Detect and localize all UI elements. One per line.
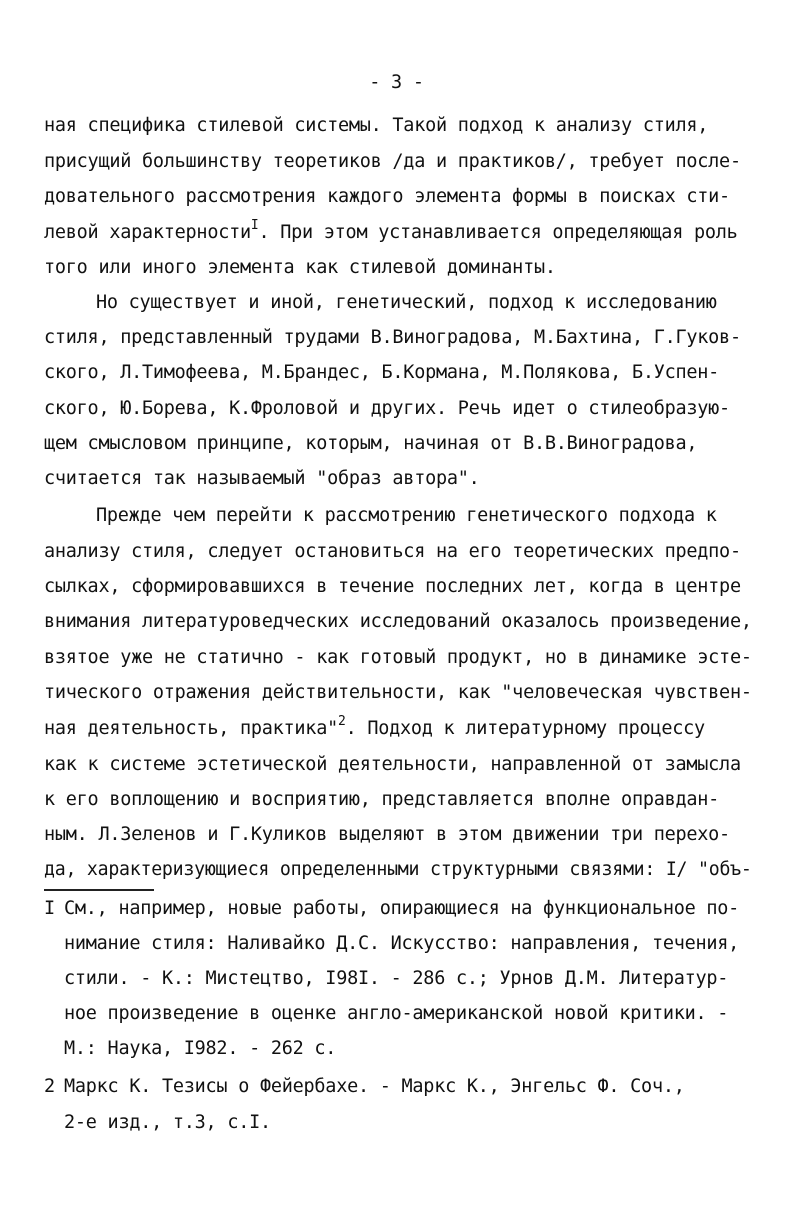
footnote-ref-1: I: [250, 218, 259, 233]
text-line: [44, 611, 752, 633]
text-run: тического отражения действительности, как "человеческая чувствен-: [44, 682, 752, 703]
text-line: [96, 292, 717, 314]
text-run: ского, Л.Тимофеева, М.Брандес, Б.Кормана, М.Полякова, Б.Успен-: [44, 362, 720, 383]
text-line: [44, 433, 697, 455]
footnote-line: Маркс К. Тезисы о Фейербахе. - Маркс К., Энгельс Ф. Соч.,: [64, 1076, 685, 1097]
text-line: [96, 505, 717, 527]
text-line: [44, 327, 741, 349]
text-line: [44, 151, 741, 173]
text-run: сылках, сформировавшихся в течение последних лет, когда в центре: [44, 576, 741, 597]
footnote-number: 2: [44, 1076, 56, 1097]
text-run: того или иного элемента как стилевой доминанты.: [44, 257, 556, 278]
text-line: [44, 682, 752, 704]
text-line: [44, 541, 741, 563]
text-run: внимания литературоведческих исследований оказалось произведение,: [44, 611, 752, 632]
text-line: [44, 576, 741, 598]
text-line: [44, 647, 752, 669]
footnote-line: стили. - К.: Мистецтво, I98I. - 286 с.; Урнов Д.М. Литератур-: [64, 968, 729, 989]
footnote-line: ное произведение в оценке англо-американской новой критики. -: [64, 1003, 729, 1024]
text-run: ным. Л.Зеленов и Г.Куликов выделяют в этом движении три перехо-: [44, 824, 730, 845]
text-line: [44, 859, 752, 881]
text-line: [44, 714, 705, 740]
page-number: - 3 -: [369, 72, 424, 93]
text-line: [44, 257, 556, 279]
text-run: присущий большинству теоретиков /да и практиков/, требует после-: [44, 151, 741, 172]
footnote-line: 2-е изд., т.3, с.I.: [64, 1112, 271, 1133]
text-line: [44, 362, 719, 384]
footnote-line: См., например, новые работы, опирающиеся на функциональное по-: [64, 898, 740, 919]
text-run: левой характерности: [44, 222, 251, 243]
text-run: Прежде чем перейти к рассмотрению генетического подхода к: [96, 505, 717, 526]
text-run: довательного рассмотрения каждого элемента формы в поисках сти-: [44, 186, 730, 207]
text-run: . При этом устанавливается определяющая роль: [258, 222, 738, 243]
footnote-ref-2: 2: [337, 714, 346, 729]
footnote-number: I: [44, 898, 56, 919]
text-line: [44, 789, 719, 811]
text-line: [44, 754, 741, 776]
text-line: [44, 186, 730, 208]
text-run: Но существует и иной, генетический, подход к исследованию: [96, 292, 717, 313]
text-line: [44, 218, 738, 244]
footnote-line: М.: Наука, I982. - 262 с.: [64, 1038, 337, 1059]
text-line: [44, 115, 708, 137]
text-run: щем смысловом принципе, которым, начиная от В.В.Виноградова,: [44, 433, 698, 454]
footnote-line: нимание стиля: Наливайко Д.С. Искусство: направления, течения,: [64, 933, 740, 954]
text-line: [44, 824, 730, 846]
text-run: ная специфика стилевой системы. Такой подход к анализу стиля,: [44, 115, 709, 136]
footnote-separator: [44, 889, 154, 891]
text-run: ная деятельность, практика": [44, 718, 338, 739]
text-line: [44, 468, 480, 490]
text-run: анализу стиля, следует остановиться на его теоретических предпо-: [44, 541, 741, 562]
text-run: стиля, представленный трудами В.Виноградова, М.Бахтина, Г.Гуков-: [44, 327, 741, 348]
text-run: . Подход к литературному процессу: [345, 718, 705, 739]
text-run: да, характеризующиеся определенными структурными связями: I/ "объ-: [44, 859, 752, 880]
text-run: ского, Ю.Борева, К.Фроловой и других. Речь идет о стилеобразую-: [44, 398, 730, 419]
text-line: [44, 398, 730, 420]
text-run: как к системе эстетической деятельности, направленной от замысла: [44, 754, 741, 775]
text-run: взятое уже не статично - как готовый продукт, но в динамике эсте-: [44, 647, 752, 668]
text-run: считается так называемый "образ автора".: [44, 468, 480, 489]
text-run: к его воплощению и восприятию, представляется вполне оправдан-: [44, 789, 720, 810]
